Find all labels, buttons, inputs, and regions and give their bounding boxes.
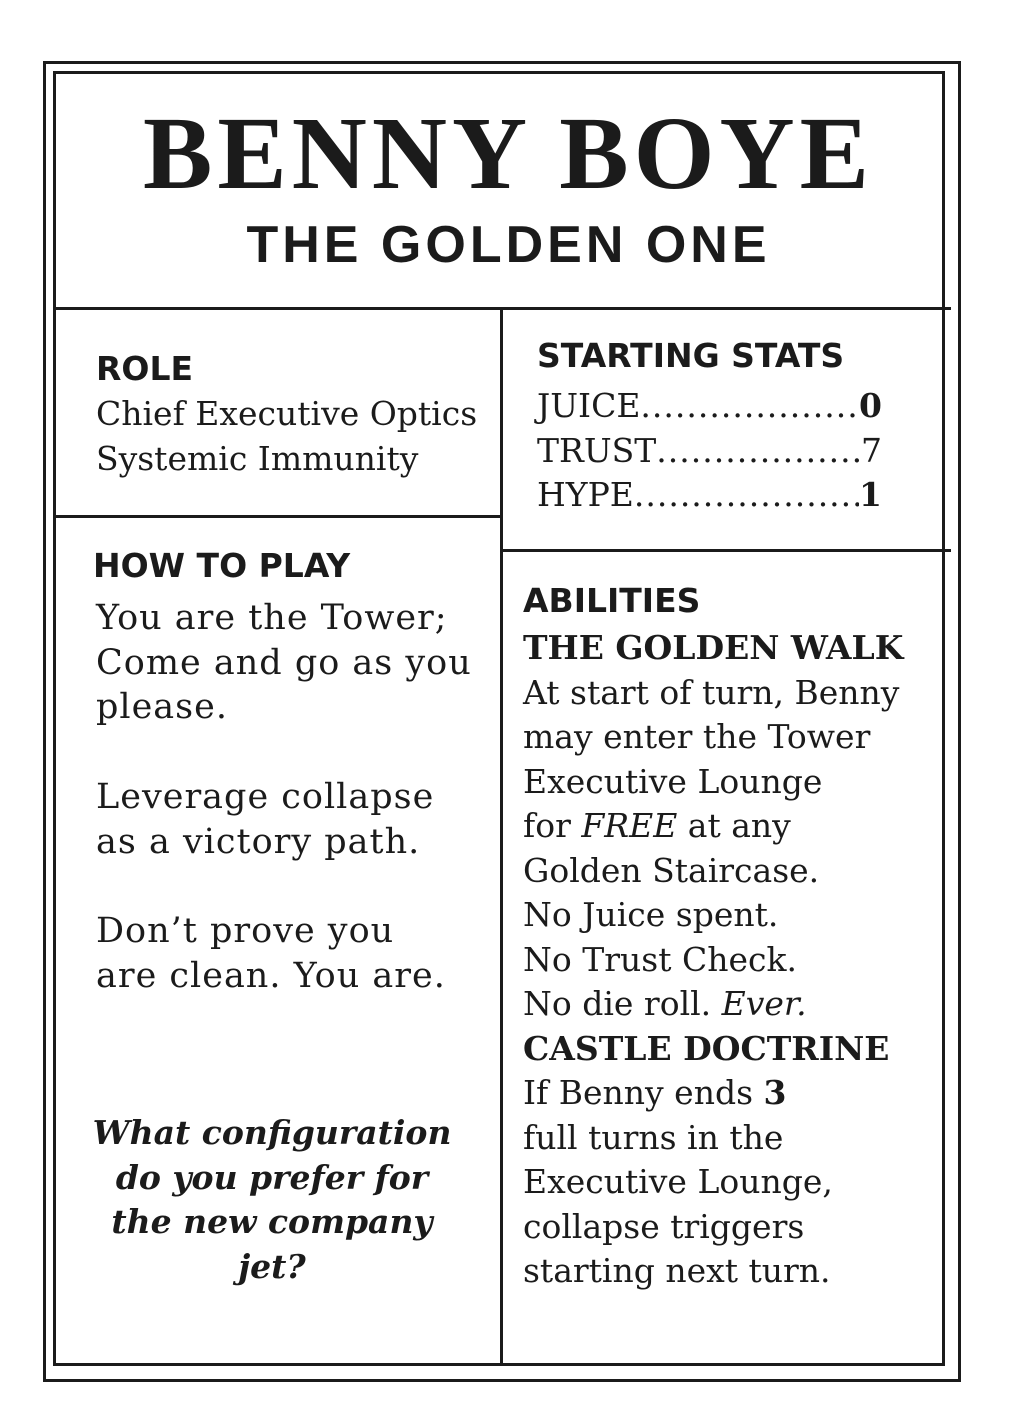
stat-value: 0: [859, 386, 882, 425]
ability-title-castle-doctrine: CASTLE DOCTRINE: [523, 1028, 890, 1068]
stats-heading: STARTING STATS: [537, 336, 845, 375]
column-divider: [500, 307, 503, 1366]
stats-list: [537, 384, 882, 518]
stat-hype: [537, 473, 882, 518]
role-heading: ROLE: [96, 349, 194, 388]
flavor-quote: What configuration do you prefer for the new company jet?: [92, 1113, 452, 1286]
abilities-heading: ABILITIES: [523, 581, 701, 620]
stat-trust: [537, 429, 882, 474]
stat-label: HYPE: [537, 475, 634, 514]
how-to-play-paragraph-2: Leverage collapse as a victory path.: [96, 777, 435, 862]
how-to-play-paragraph-1: You are the Tower; Come and go as you please.: [96, 598, 472, 727]
stat-label: JUICE: [537, 386, 641, 425]
how-to-play-paragraph-3: Don’t prove you are clean. You are.: [96, 911, 446, 996]
role-line: Chief Executive Optics: [96, 394, 478, 433]
card-title: BENNY BOYE: [143, 96, 874, 211]
abilities-text: THE GOLDEN WALK At start of turn, Benny may enter the Tower Executive Lounge for FREE at any Golden Staircase. No Juice spent. No Trust Check. No die roll. Ever. CASTLE DOCTRINE If Benny ends 3 full turns in the Executive Lounge, collapse triggers starting next turn.: [523, 628, 904, 1290]
ability-title-golden-walk: THE GOLDEN WALK: [523, 628, 904, 667]
stat-value: 1: [859, 475, 882, 514]
role-divider: [53, 515, 503, 518]
stat-value: 7: [861, 430, 882, 470]
card-subtitle: THE GOLDEN ONE: [246, 216, 771, 274]
stat-label: TRUST: [537, 430, 657, 470]
role-line: Systemic Immunity: [96, 438, 419, 478]
stats-divider: [500, 549, 951, 552]
how-to-play-heading: HOW TO PLAY: [93, 546, 351, 585]
role-text: [96, 392, 477, 481]
stat-juice: [537, 384, 882, 429]
